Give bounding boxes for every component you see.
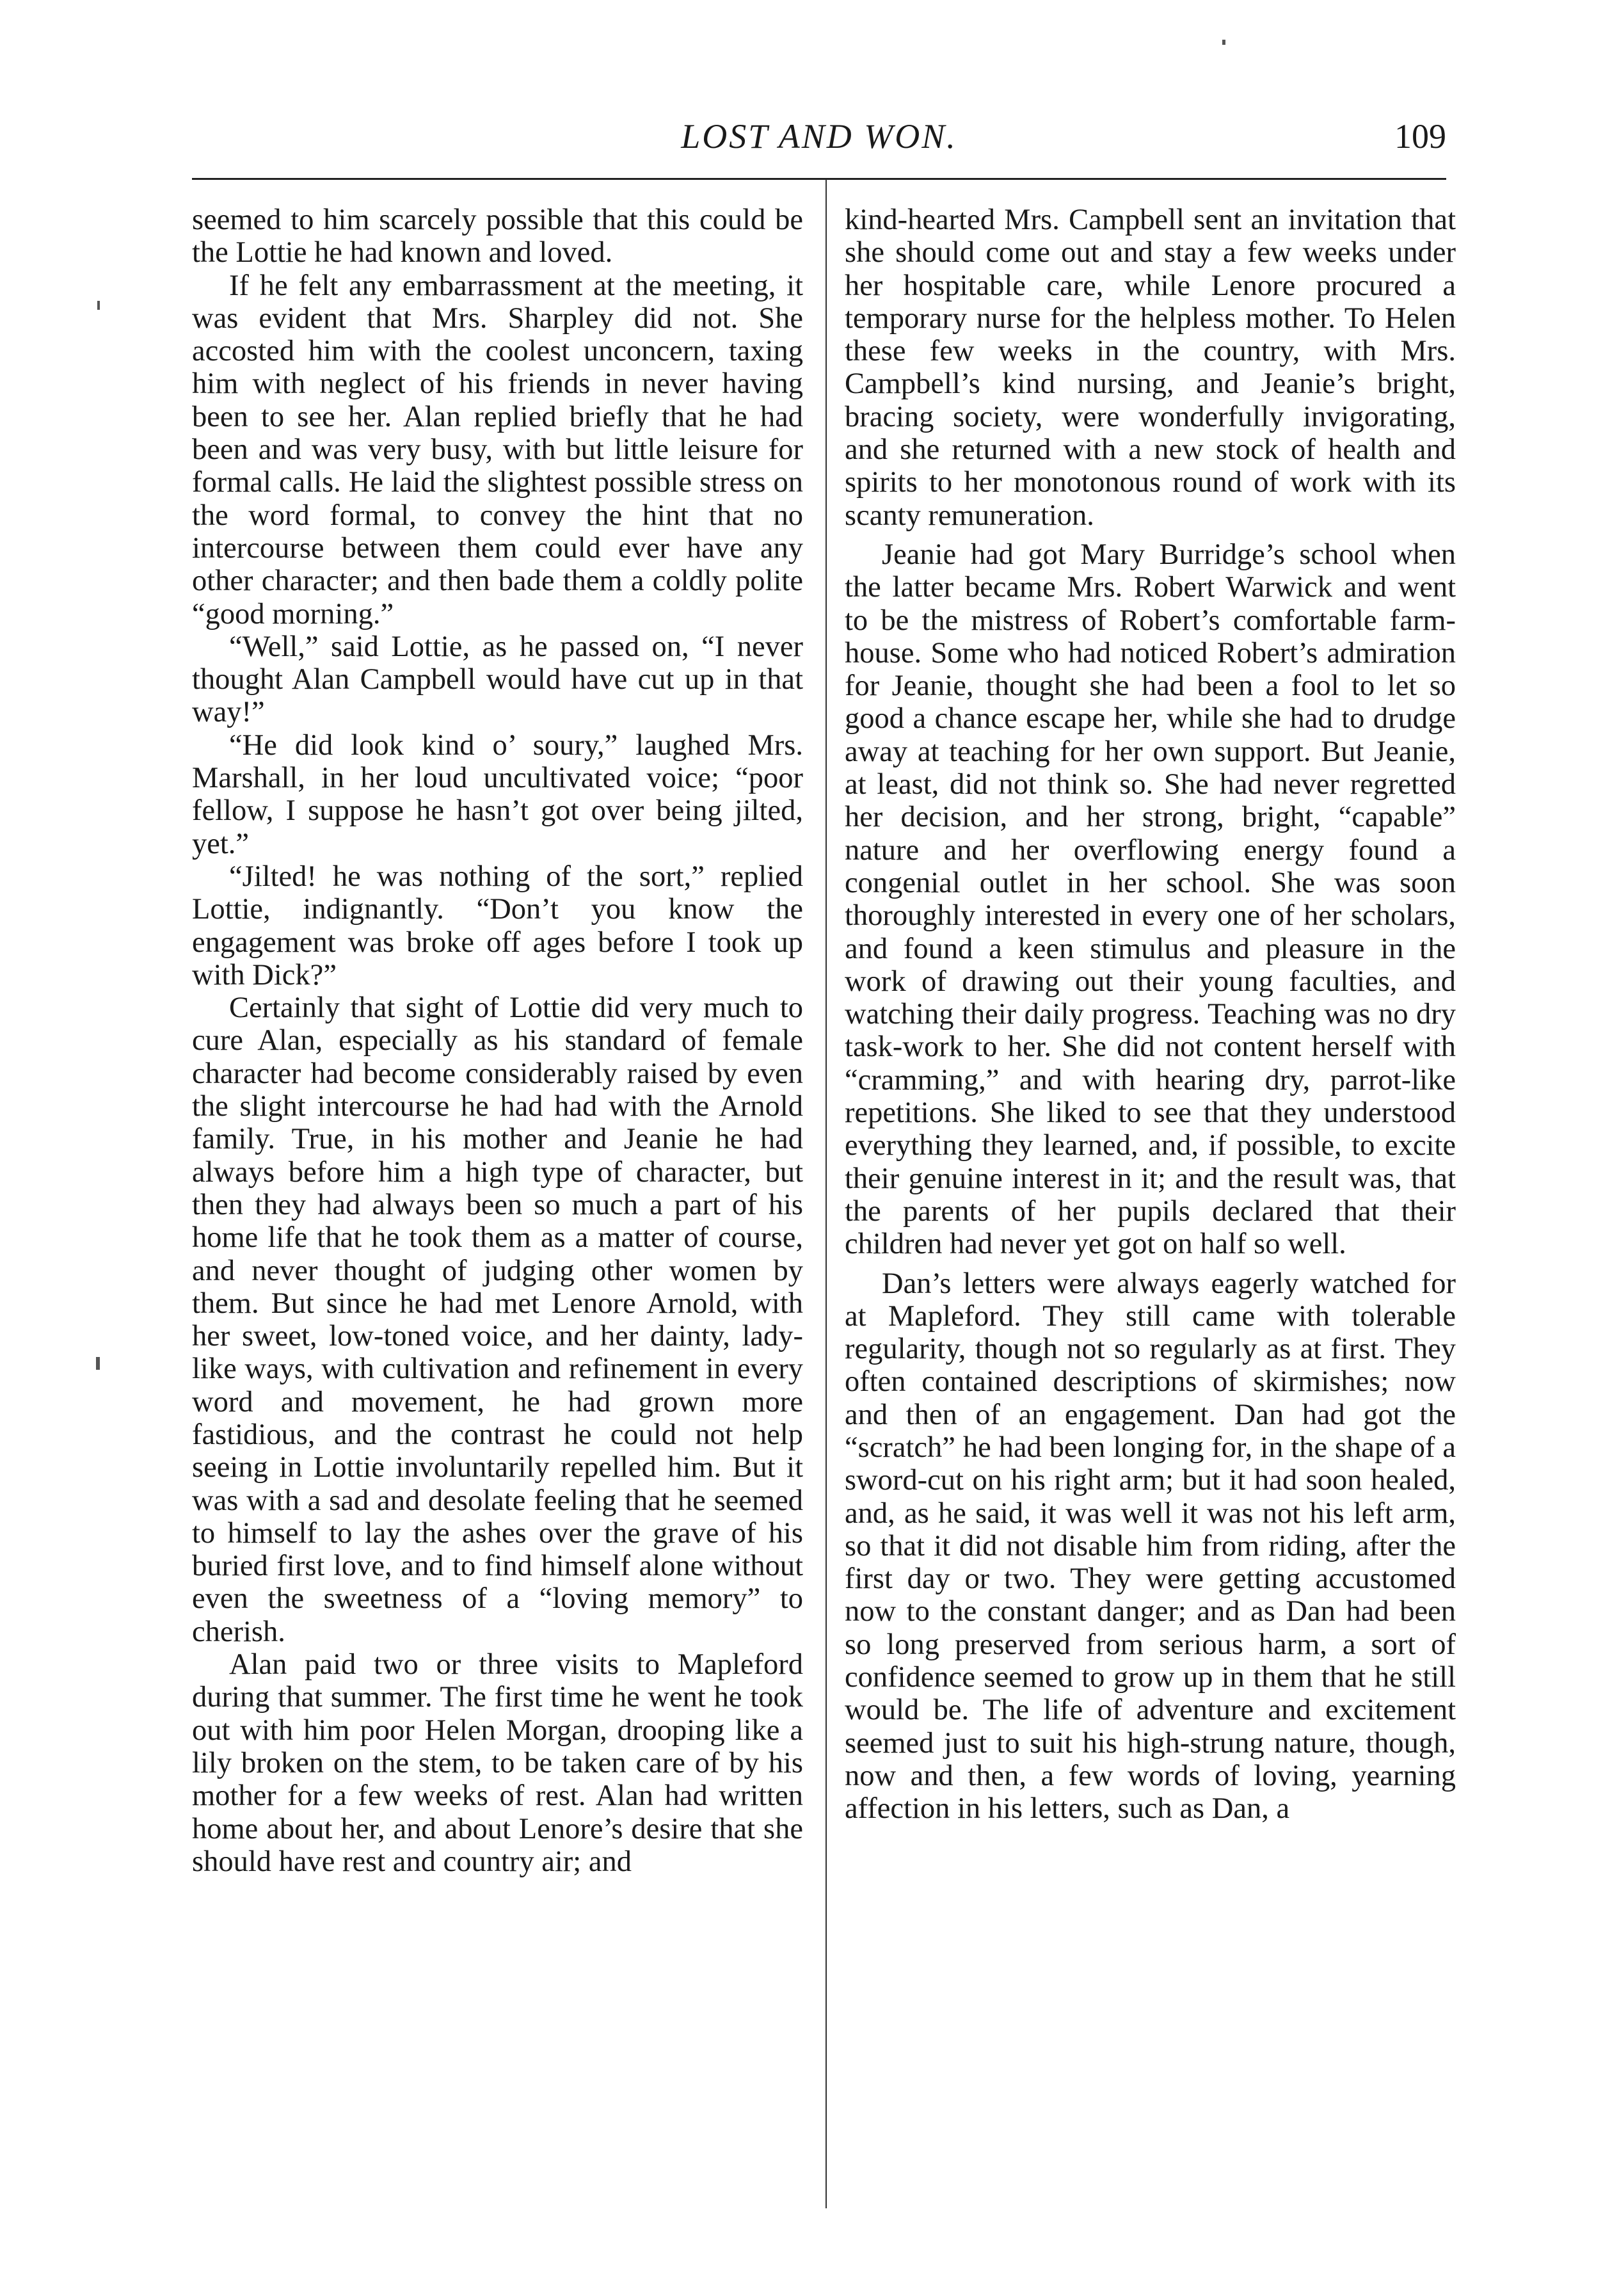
paragraph: Alan paid two or three visits to Mapleford during that summer. The first time he went he took out with him poor Helen Morgan, drooping like a lily broken on the stem, to be taken care of by his mother for a few weeks of rest. Alan had written home about her, and about Lenore’s desire that she should have rest and country air; and xyxy=(192,1648,803,1878)
running-title: LOST AND WON. xyxy=(681,117,957,156)
column-divider xyxy=(825,179,827,2208)
paragraph: Jeanie had got Mary Burridge’s school when the latter became Mrs. Robert Warwick and went to be the mistress of Robert’s comfortable farm-house. Some who had noticed Robert’s admiration for Jeanie, thought she had been a fool to let so good a chance escape her, while she had to drudge away at teaching for her own support. But Jeanie, at least, did not think so. She had never regretted her decision, and her strong, bright, “capable” nature and her overflowing energy found a congenial outlet in her school. She was soon thoroughly interested in every one of her scholars, and found a keen stimulus and pleasure in the work of drawing out their young faculties, and watching their daily progress. Teaching was no dry task-work to her. She did not content herself with “cramming,” and with hearing dry, parrot-like repetitions. She liked to see that they understood everything they learned, and, if possible, to excite their genuine interest in it; and the result was, that the parents of her pupils declared that their children had never yet got on half so well. xyxy=(845,538,1456,1261)
left-column xyxy=(192,204,803,2207)
paragraph: “Well,” said Lottie, as he passed on, “I never thought Alan Campbell would have cut up in that way!” xyxy=(192,630,803,729)
margin-speck xyxy=(1222,40,1225,45)
paragraph: Certainly that sight of Lottie did very much to cure Alan, especially as his standard of female character had become considerably raised by even the slight intercourse he had had with the Arnold family. True, in his mother and Jeanie he had always before him a high type of character, but then they had always been so much a part of his home life that he took them as a matter of course, and never thought of judging other women by them. But since he had met Lenore Arnold, with her sweet, low-toned voice, and her dainty, lady-like ways, with cultivation and refinement in every word and movement, he had grown more fastidious, and the contrast he could not help seeing in Lottie involuntarily repelled him. But it was with a sad and desolate feeling that he seemed to himself to lay the ashes over the grave of his buried first love, and to find himself alone without even the sweetness of a “loving memory” to cherish. xyxy=(192,991,803,1648)
header-rule xyxy=(192,178,1446,180)
paragraph: Dan’s letters were always eagerly watched for at Mapleford. They still came with tolerable regularity, though not so regularly as at first. They often contained descriptions of skirmishes; now and then of an engagement. Dan had got the “scratch” he had been longing for, in the shape of a sword-cut on his right arm; but it had soon healed, and, as he said, it was well it was not his left arm, so that it did not disable him from riding, after the first day or two. They were getting accustomed now to the constant danger; and as Dan had been so long preserved from serious harm, a sort of confidence seemed to grow up in them that he still would be. The life of adventure and excitement seemed just to suit his high-strung nature, though, now and then, a few words of loving, yearning affection in his letters, such as Dan, a xyxy=(845,1267,1456,1826)
right-column xyxy=(845,204,1456,2207)
margin-speck xyxy=(96,1357,100,1370)
paragraph: “He did look kind o’ soury,” laughed Mrs. Marshall, in her loud uncultivated voice; “poor fellow, I suppose he hasn’t got over being jilted, yet.” xyxy=(192,728,803,860)
paragraph: If he felt any embarrassment at the meeting, it was evident that Mrs. Sharpley did not. She accosted him with the coolest unconcern, taxing him with neglect of his friends in never having been to see her. Alan replied briefly that he had been and was very busy, with but little leisure for formal calls. He laid the slightest possible stress on the word formal, to convey the hint that no intercourse between them could ever have any other character; and then bade them a coldly polite “good morning.” xyxy=(192,269,803,630)
paragraph: kind-hearted Mrs. Campbell sent an invitation that she should come out and stay a few weeks under her hospitable care, while Lenore procured a temporary nurse for the helpless mother. To Helen these few weeks in the country, with Mrs. Campbell’s kind nursing, and Jeanie’s bright, bracing society, were wonderfully invigorating, and she returned with a new stock of health and spirits to her monotonous round of work with its scanty remuneration. xyxy=(845,204,1456,532)
margin-speck xyxy=(97,301,100,310)
paragraph: seemed to him scarcely possible that this could be the Lottie he had known and loved. xyxy=(192,204,803,269)
page-number: 109 xyxy=(1394,117,1446,156)
paragraph: “Jilted! he was nothing of the sort,” replied Lottie, indignantly. “Don’t you know the engagement was broke off ages before I took up with Dick?” xyxy=(192,860,803,991)
running-head xyxy=(192,108,1446,165)
